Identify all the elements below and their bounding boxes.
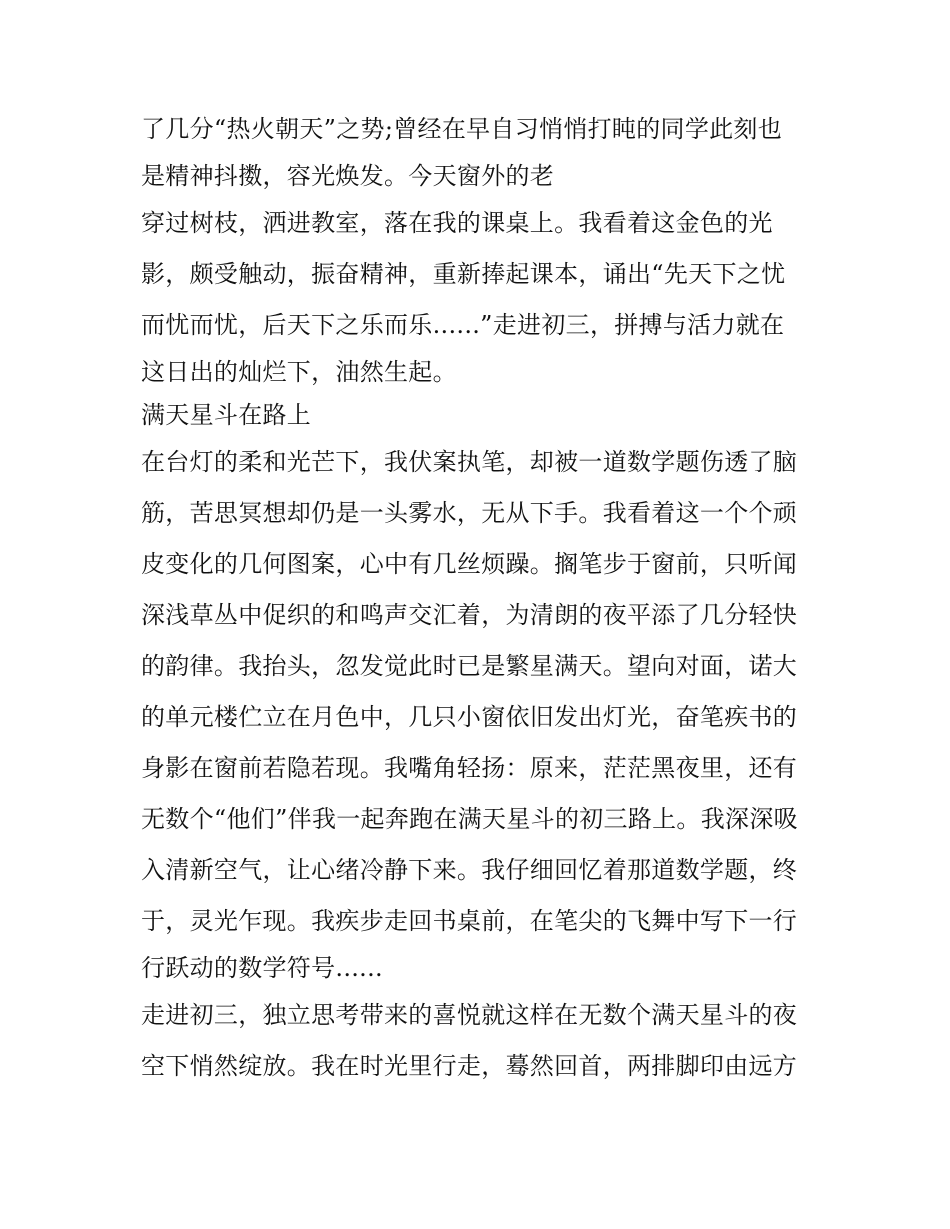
section-heading: 满天星斗在路上 [141, 401, 312, 429]
text-line: 空下悄然绽放。我在时光里行走，蓦然回首，两排脚印由远方 [141, 1052, 798, 1080]
text-line: 的韵律。我抬头，忽发觉此时已是繁星满天。望向对面，诺大 [141, 652, 798, 680]
text-line: 影，颇受触动，振奋精神，重新捧起课本，诵出“先天下之忧 [141, 260, 786, 288]
text-line: 深浅草丛中促织的和鸣声交汇着，为清朗的夜平添了几分轻快 [141, 601, 798, 629]
text-line: 穿过树枝，洒进教室，落在我的课桌上。我看着这金色的光 [141, 209, 773, 237]
text-line: 筋，苦思冥想却仍是一头雾水，无从下手。我看着这一个个顽 [141, 499, 798, 527]
body-text [141, 104, 841, 1092]
text-line: 皮变化的几何图案，心中有几丝烦躁。搁笔步于窗前，只听闻 [141, 550, 798, 578]
text-line: 在台灯的柔和光芒下，我伏案执笔，却被一道数学题伤透了脑 [141, 448, 798, 476]
text-line: 的单元楼伫立在月色中，几只小窗依旧发出灯光，奋笔疾书的 [141, 703, 798, 731]
text-line: 了几分“热火朝天”之势;曾经在早自习悄悄打盹的同学此刻也 [141, 115, 783, 143]
text-line: 而忧而忧，后天下之乐而乐......”走进初三，拼搏与活力就在 [141, 311, 785, 339]
text-line: 入清新空气，让心绪冷静下来。我仔细回忆着那道数学题，终 [141, 856, 798, 884]
text-line: 走进初三，独立思考带来的喜悦就这样在无数个满天星斗的夜 [141, 1001, 798, 1029]
text-line: 是精神抖擞，容光焕发。今天窗外的老 [141, 162, 555, 190]
text-line: 于，灵光乍现。我疾步走回书桌前，在笔尖的飞舞中写下一行 [141, 907, 798, 935]
text-line: 行跃动的数学符号...... [141, 954, 383, 982]
text-line: 身影在窗前若隐若现。我嘴角轻扬：原来，茫茫黑夜里，还有 [141, 754, 798, 782]
text-line: 无数个“他们”伴我一起奔跑在满天星斗的初三路上。我深深吸 [141, 805, 798, 833]
text-line: 这日出的灿烂下，油然生起。 [141, 358, 457, 386]
